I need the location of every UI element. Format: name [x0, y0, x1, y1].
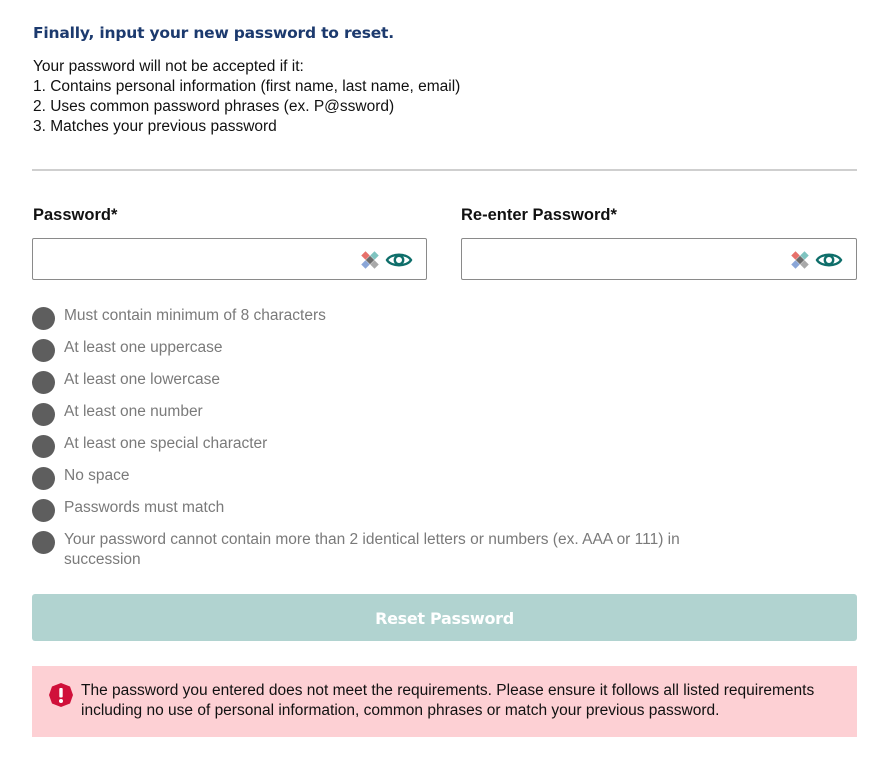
requirement-item	[32, 337, 732, 369]
reset-password-button[interactable]: Reset Password	[32, 594, 857, 641]
password-manager-icon[interactable]	[360, 250, 380, 270]
password-input[interactable]	[41, 245, 355, 275]
rule-item: 1. Contains personal information (first name, last name, email)	[33, 78, 461, 95]
section-divider	[32, 169, 857, 171]
requirement-status-icon	[32, 467, 55, 490]
rules-intro: Your password will not be accepted if it:	[33, 58, 304, 75]
requirement-text: At least one uppercase	[64, 339, 223, 356]
requirement-status-icon	[32, 499, 55, 522]
rule-item: 2. Uses common password phrases (ex. P@ssword)	[33, 98, 395, 115]
error-message: The password you entered does not meet the requirements. Please ensure it follows all listed requirements including no use of personal information, common phrases or match your previous password.	[81, 682, 815, 719]
password-field-container	[32, 238, 427, 280]
password-label: Password*	[33, 206, 118, 224]
requirement-status-icon	[32, 307, 55, 330]
password-rules	[33, 57, 460, 137]
requirement-status-icon	[32, 371, 55, 394]
requirement-text: At least one number	[64, 403, 203, 420]
requirement-text: Must contain minimum of 8 characters	[64, 307, 326, 324]
eye-icon[interactable]	[385, 249, 413, 271]
requirement-text: No space	[64, 467, 130, 484]
requirement-item	[32, 465, 732, 497]
rule-item: 3. Matches your previous password	[33, 118, 277, 135]
requirement-item	[32, 497, 732, 529]
requirement-item	[32, 401, 732, 433]
requirement-status-icon	[32, 339, 55, 362]
requirement-item	[32, 433, 732, 465]
requirement-text: At least one lowercase	[64, 371, 220, 388]
requirement-item	[32, 305, 732, 337]
eye-icon[interactable]	[815, 249, 843, 271]
requirement-item	[32, 529, 732, 581]
requirement-text: Your password cannot contain more than 2 identical letters or numbers (ex. AAA or 111) in succession	[64, 531, 680, 568]
error-alert	[32, 666, 857, 737]
password-manager-icon[interactable]	[790, 250, 810, 270]
reenter-password-input[interactable]	[470, 245, 784, 275]
requirement-status-icon	[32, 435, 55, 458]
requirement-text: At least one special character	[64, 435, 268, 452]
requirement-status-icon	[32, 403, 55, 426]
requirement-status-icon	[32, 531, 55, 554]
requirements-list	[32, 305, 732, 581]
requirement-text: Passwords must match	[64, 499, 225, 516]
page-heading: Finally, input your new password to reset.	[33, 24, 394, 42]
reenter-password-label: Re-enter Password*	[461, 206, 617, 224]
exclamation-icon	[48, 682, 74, 708]
reenter-password-field-container	[461, 238, 857, 280]
requirement-item	[32, 369, 732, 401]
